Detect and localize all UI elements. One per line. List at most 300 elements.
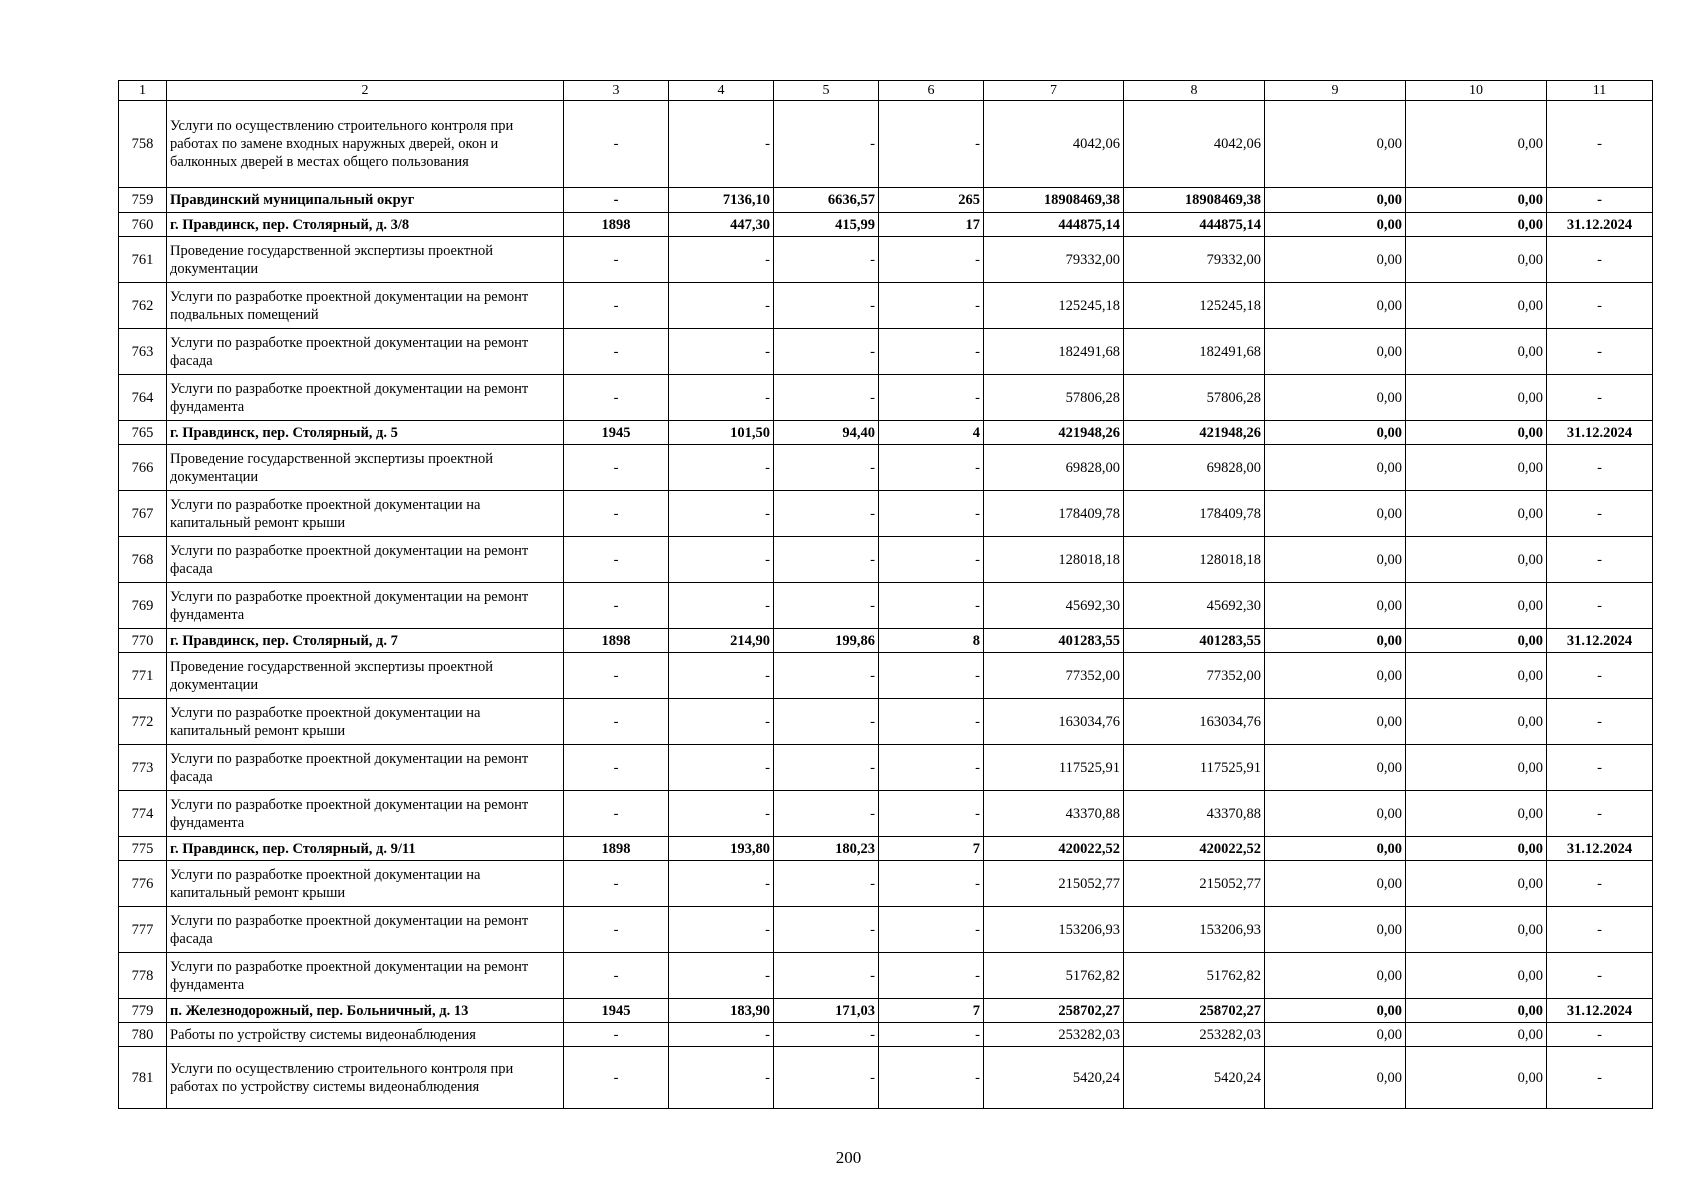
cost-budget-cell: 0,00 (1265, 213, 1406, 237)
table-row (119, 1023, 1653, 1047)
deadline-cell: - (1547, 653, 1653, 699)
column-number: 2 (167, 81, 564, 101)
area-total-cell: - (669, 329, 774, 375)
area-total-cell: - (669, 653, 774, 699)
cost-budget-cell: 0,00 (1265, 101, 1406, 188)
area-living-cell: 415,99 (774, 213, 879, 237)
area-living-cell: - (774, 861, 879, 907)
area-total-cell: - (669, 583, 774, 629)
row-number-cell: 773 (119, 745, 167, 791)
year-cell: - (564, 583, 669, 629)
register-sheet (118, 80, 1653, 1109)
year-cell: - (564, 375, 669, 421)
residents-cell: - (879, 1023, 984, 1047)
cost-total-cell: 18908469,38 (984, 188, 1124, 213)
year-cell: - (564, 329, 669, 375)
work-name-cell: Услуги по осуществлению строительного контроля при работах по замене входных наружных дверей, окон и балконных дверей в местах общего пользования (167, 101, 564, 188)
year-cell: - (564, 861, 669, 907)
row-number-cell: 769 (119, 583, 167, 629)
year-cell: - (564, 907, 669, 953)
table-row (119, 745, 1653, 791)
work-name-cell: Услуги по разработке проектной документации на ремонт фасада (167, 907, 564, 953)
area-total-cell: 7136,10 (669, 188, 774, 213)
work-name-cell: Проведение государственной экспертизы проектной документации (167, 653, 564, 699)
cost-owners-cell: 0,00 (1406, 237, 1547, 283)
column-number-row (119, 81, 1653, 101)
deadline-cell: - (1547, 375, 1653, 421)
table-row (119, 421, 1653, 445)
cost-fund-cell: 420022,52 (1124, 837, 1265, 861)
row-number-cell: 775 (119, 837, 167, 861)
column-number: 8 (1124, 81, 1265, 101)
cost-owners-cell: 0,00 (1406, 861, 1547, 907)
area-total-cell: - (669, 791, 774, 837)
cost-fund-cell: 253282,03 (1124, 1023, 1265, 1047)
cost-fund-cell: 182491,68 (1124, 329, 1265, 375)
area-total-cell: - (669, 537, 774, 583)
area-total-cell: 101,50 (669, 421, 774, 445)
cost-fund-cell: 117525,91 (1124, 745, 1265, 791)
table-body (119, 81, 1653, 1109)
cost-total-cell: 79332,00 (984, 237, 1124, 283)
cost-fund-cell: 69828,00 (1124, 445, 1265, 491)
cost-owners-cell: 0,00 (1406, 907, 1547, 953)
area-total-cell: - (669, 283, 774, 329)
area-total-cell: - (669, 953, 774, 999)
cost-total-cell: 5420,24 (984, 1047, 1124, 1109)
row-number-cell: 776 (119, 861, 167, 907)
area-living-cell: - (774, 491, 879, 537)
deadline-cell: - (1547, 861, 1653, 907)
cost-fund-cell: 43370,88 (1124, 791, 1265, 837)
table-row (119, 101, 1653, 188)
residents-cell: - (879, 653, 984, 699)
area-living-cell: 199,86 (774, 629, 879, 653)
table-row (119, 213, 1653, 237)
area-living-cell: - (774, 237, 879, 283)
cost-owners-cell: 0,00 (1406, 745, 1547, 791)
cost-total-cell: 117525,91 (984, 745, 1124, 791)
cost-owners-cell: 0,00 (1406, 421, 1547, 445)
residents-cell: - (879, 1047, 984, 1109)
work-name-cell: Услуги по разработке проектной документации на ремонт фасада (167, 537, 564, 583)
cost-budget-cell: 0,00 (1265, 953, 1406, 999)
cost-owners-cell: 0,00 (1406, 445, 1547, 491)
residents-cell: - (879, 861, 984, 907)
cost-budget-cell: 0,00 (1265, 445, 1406, 491)
table-row (119, 907, 1653, 953)
cost-total-cell: 57806,28 (984, 375, 1124, 421)
cost-budget-cell: 0,00 (1265, 491, 1406, 537)
deadline-cell: - (1547, 1047, 1653, 1109)
residents-cell: - (879, 329, 984, 375)
area-living-cell: - (774, 1023, 879, 1047)
cost-total-cell: 128018,18 (984, 537, 1124, 583)
row-number-cell: 781 (119, 1047, 167, 1109)
cost-owners-cell: 0,00 (1406, 629, 1547, 653)
work-name-cell: Проведение государственной экспертизы проектной документации (167, 237, 564, 283)
row-number-cell: 765 (119, 421, 167, 445)
area-living-cell: - (774, 101, 879, 188)
cost-budget-cell: 0,00 (1265, 375, 1406, 421)
area-living-cell: - (774, 745, 879, 791)
residents-cell: 17 (879, 213, 984, 237)
area-living-cell: - (774, 445, 879, 491)
work-name-cell: Услуги по разработке проектной документации на ремонт фасада (167, 745, 564, 791)
work-name-cell: г. Правдинск, пер. Столярный, д. 3/8 (167, 213, 564, 237)
area-total-cell: 193,80 (669, 837, 774, 861)
column-number: 1 (119, 81, 167, 101)
year-cell: - (564, 537, 669, 583)
row-number-cell: 779 (119, 999, 167, 1023)
table-row (119, 953, 1653, 999)
table-row (119, 629, 1653, 653)
deadline-cell: - (1547, 791, 1653, 837)
area-total-cell: 447,30 (669, 213, 774, 237)
area-living-cell: - (774, 283, 879, 329)
work-name-cell: Услуги по разработке проектной документации на капитальный ремонт крыши (167, 699, 564, 745)
row-number-cell: 759 (119, 188, 167, 213)
area-living-cell: - (774, 537, 879, 583)
year-cell: 1945 (564, 999, 669, 1023)
year-cell: - (564, 188, 669, 213)
area-total-cell: - (669, 861, 774, 907)
cost-budget-cell: 0,00 (1265, 583, 1406, 629)
cost-fund-cell: 5420,24 (1124, 1047, 1265, 1109)
table-row (119, 188, 1653, 213)
column-number: 5 (774, 81, 879, 101)
row-number-cell: 777 (119, 907, 167, 953)
deadline-cell: - (1547, 491, 1653, 537)
row-number-cell: 760 (119, 213, 167, 237)
row-number-cell: 766 (119, 445, 167, 491)
work-name-cell: Услуги по разработке проектной документации на ремонт подвальных помещений (167, 283, 564, 329)
table-row (119, 653, 1653, 699)
cost-fund-cell: 153206,93 (1124, 907, 1265, 953)
cost-budget-cell: 0,00 (1265, 188, 1406, 213)
area-living-cell: 94,40 (774, 421, 879, 445)
cost-budget-cell: 0,00 (1265, 699, 1406, 745)
year-cell: - (564, 653, 669, 699)
work-name-cell: п. Железнодорожный, пер. Больничный, д. 13 (167, 999, 564, 1023)
area-living-cell: - (774, 699, 879, 745)
cost-total-cell: 182491,68 (984, 329, 1124, 375)
area-total-cell: - (669, 699, 774, 745)
work-name-cell: Услуги по осуществлению строительного контроля при работах по устройству системы видеонаблюдения (167, 1047, 564, 1109)
cost-owners-cell: 0,00 (1406, 101, 1547, 188)
work-name-cell: Проведение государственной экспертизы проектной документации (167, 445, 564, 491)
deadline-cell: - (1547, 699, 1653, 745)
area-living-cell: - (774, 653, 879, 699)
cost-owners-cell: 0,00 (1406, 283, 1547, 329)
year-cell: - (564, 445, 669, 491)
table-row (119, 1047, 1653, 1109)
cost-total-cell: 178409,78 (984, 491, 1124, 537)
row-number-cell: 761 (119, 237, 167, 283)
residents-cell: - (879, 583, 984, 629)
cost-budget-cell: 0,00 (1265, 791, 1406, 837)
deadline-cell: - (1547, 188, 1653, 213)
work-name-cell: Услуги по разработке проектной документации на капитальный ремонт крыши (167, 491, 564, 537)
column-number: 3 (564, 81, 669, 101)
cost-total-cell: 163034,76 (984, 699, 1124, 745)
deadline-cell: - (1547, 745, 1653, 791)
year-cell: - (564, 745, 669, 791)
residents-cell: - (879, 537, 984, 583)
cost-total-cell: 421948,26 (984, 421, 1124, 445)
residents-cell: - (879, 283, 984, 329)
residents-cell: - (879, 745, 984, 791)
cost-owners-cell: 0,00 (1406, 188, 1547, 213)
row-number-cell: 764 (119, 375, 167, 421)
cost-budget-cell: 0,00 (1265, 999, 1406, 1023)
area-total-cell: 214,90 (669, 629, 774, 653)
residents-cell: 8 (879, 629, 984, 653)
table-row (119, 861, 1653, 907)
cost-fund-cell: 79332,00 (1124, 237, 1265, 283)
row-number-cell: 774 (119, 791, 167, 837)
year-cell: - (564, 791, 669, 837)
cost-fund-cell: 401283,55 (1124, 629, 1265, 653)
residents-cell: - (879, 375, 984, 421)
area-total-cell: - (669, 1023, 774, 1047)
cost-total-cell: 253282,03 (984, 1023, 1124, 1047)
cost-fund-cell: 45692,30 (1124, 583, 1265, 629)
cost-total-cell: 69828,00 (984, 445, 1124, 491)
cost-budget-cell: 0,00 (1265, 421, 1406, 445)
year-cell: 1945 (564, 421, 669, 445)
area-total-cell: 183,90 (669, 999, 774, 1023)
work-name-cell: Правдинский муниципальный округ (167, 188, 564, 213)
area-total-cell: - (669, 101, 774, 188)
table-row (119, 537, 1653, 583)
area-living-cell: 180,23 (774, 837, 879, 861)
deadline-cell: - (1547, 1023, 1653, 1047)
cost-budget-cell: 0,00 (1265, 745, 1406, 791)
cost-owners-cell: 0,00 (1406, 537, 1547, 583)
year-cell: 1898 (564, 629, 669, 653)
work-name-cell: Услуги по разработке проектной документации на ремонт фундамента (167, 791, 564, 837)
table-row (119, 583, 1653, 629)
table-row (119, 445, 1653, 491)
residents-cell: 265 (879, 188, 984, 213)
year-cell: - (564, 237, 669, 283)
cost-total-cell: 444875,14 (984, 213, 1124, 237)
row-number-cell: 762 (119, 283, 167, 329)
area-living-cell: - (774, 953, 879, 999)
row-number-cell: 763 (119, 329, 167, 375)
cost-fund-cell: 178409,78 (1124, 491, 1265, 537)
area-total-cell: - (669, 907, 774, 953)
area-total-cell: - (669, 745, 774, 791)
work-name-cell: Услуги по разработке проектной документации на ремонт фундамента (167, 583, 564, 629)
column-number: 11 (1547, 81, 1653, 101)
residents-cell: 7 (879, 837, 984, 861)
residents-cell: - (879, 101, 984, 188)
cost-total-cell: 4042,06 (984, 101, 1124, 188)
year-cell: - (564, 283, 669, 329)
deadline-cell: - (1547, 101, 1653, 188)
year-cell: - (564, 953, 669, 999)
area-living-cell: - (774, 1047, 879, 1109)
cost-fund-cell: 258702,27 (1124, 999, 1265, 1023)
column-number: 9 (1265, 81, 1406, 101)
cost-owners-cell: 0,00 (1406, 329, 1547, 375)
table-row (119, 375, 1653, 421)
cost-owners-cell: 0,00 (1406, 699, 1547, 745)
area-living-cell: - (774, 583, 879, 629)
deadline-cell: - (1547, 445, 1653, 491)
work-name-cell: г. Правдинск, пер. Столярный, д. 5 (167, 421, 564, 445)
cost-owners-cell: 0,00 (1406, 791, 1547, 837)
year-cell: 1898 (564, 837, 669, 861)
column-number: 6 (879, 81, 984, 101)
cost-fund-cell: 421948,26 (1124, 421, 1265, 445)
residents-cell: - (879, 445, 984, 491)
row-number-cell: 780 (119, 1023, 167, 1047)
area-total-cell: - (669, 375, 774, 421)
cost-owners-cell: 0,00 (1406, 653, 1547, 699)
cost-fund-cell: 444875,14 (1124, 213, 1265, 237)
cost-budget-cell: 0,00 (1265, 1047, 1406, 1109)
row-number-cell: 771 (119, 653, 167, 699)
work-name-cell: Услуги по разработке проектной документации на ремонт фундамента (167, 375, 564, 421)
residents-cell: - (879, 907, 984, 953)
table-row (119, 237, 1653, 283)
deadline-cell: - (1547, 537, 1653, 583)
area-living-cell: - (774, 791, 879, 837)
cost-owners-cell: 0,00 (1406, 1023, 1547, 1047)
cost-owners-cell: 0,00 (1406, 999, 1547, 1023)
area-total-cell: - (669, 445, 774, 491)
cost-budget-cell: 0,00 (1265, 629, 1406, 653)
cost-owners-cell: 0,00 (1406, 1047, 1547, 1109)
cost-owners-cell: 0,00 (1406, 213, 1547, 237)
area-living-cell: - (774, 907, 879, 953)
area-living-cell: - (774, 375, 879, 421)
deadline-cell: 31.12.2024 (1547, 837, 1653, 861)
cost-fund-cell: 51762,82 (1124, 953, 1265, 999)
cost-total-cell: 125245,18 (984, 283, 1124, 329)
table-row (119, 699, 1653, 745)
work-name-cell: Услуги по разработке проектной документации на ремонт фасада (167, 329, 564, 375)
area-living-cell: 6636,57 (774, 188, 879, 213)
cost-total-cell: 45692,30 (984, 583, 1124, 629)
deadline-cell: - (1547, 237, 1653, 283)
register-table (118, 80, 1653, 1109)
cost-total-cell: 77352,00 (984, 653, 1124, 699)
deadline-cell: 31.12.2024 (1547, 421, 1653, 445)
year-cell: 1898 (564, 213, 669, 237)
cost-fund-cell: 4042,06 (1124, 101, 1265, 188)
area-total-cell: - (669, 1047, 774, 1109)
deadline-cell: - (1547, 953, 1653, 999)
cost-budget-cell: 0,00 (1265, 653, 1406, 699)
cost-total-cell: 153206,93 (984, 907, 1124, 953)
cost-budget-cell: 0,00 (1265, 861, 1406, 907)
table-row (119, 329, 1653, 375)
table-row (119, 491, 1653, 537)
cost-total-cell: 420022,52 (984, 837, 1124, 861)
cost-budget-cell: 0,00 (1265, 537, 1406, 583)
residents-cell: - (879, 953, 984, 999)
residents-cell: - (879, 791, 984, 837)
row-number-cell: 772 (119, 699, 167, 745)
work-name-cell: Услуги по разработке проектной документации на ремонт фундамента (167, 953, 564, 999)
cost-owners-cell: 0,00 (1406, 491, 1547, 537)
cost-budget-cell: 0,00 (1265, 237, 1406, 283)
year-cell: - (564, 101, 669, 188)
year-cell: - (564, 1023, 669, 1047)
cost-fund-cell: 215052,77 (1124, 861, 1265, 907)
cost-fund-cell: 77352,00 (1124, 653, 1265, 699)
cost-fund-cell: 125245,18 (1124, 283, 1265, 329)
row-number-cell: 758 (119, 101, 167, 188)
row-number-cell: 778 (119, 953, 167, 999)
row-number-cell: 768 (119, 537, 167, 583)
column-number: 4 (669, 81, 774, 101)
row-number-cell: 770 (119, 629, 167, 653)
residents-cell: - (879, 237, 984, 283)
deadline-cell: - (1547, 283, 1653, 329)
residents-cell: 7 (879, 999, 984, 1023)
cost-fund-cell: 128018,18 (1124, 537, 1265, 583)
cost-owners-cell: 0,00 (1406, 837, 1547, 861)
residents-cell: - (879, 699, 984, 745)
cost-owners-cell: 0,00 (1406, 953, 1547, 999)
deadline-cell: - (1547, 907, 1653, 953)
deadline-cell: 31.12.2024 (1547, 629, 1653, 653)
deadline-cell: 31.12.2024 (1547, 213, 1653, 237)
page-number: 200 (835, 1148, 862, 1167)
table-row (119, 283, 1653, 329)
deadline-cell: - (1547, 583, 1653, 629)
cost-budget-cell: 0,00 (1265, 1023, 1406, 1047)
cost-fund-cell: 18908469,38 (1124, 188, 1265, 213)
column-number: 7 (984, 81, 1124, 101)
table-row (119, 791, 1653, 837)
cost-total-cell: 215052,77 (984, 861, 1124, 907)
cost-budget-cell: 0,00 (1265, 837, 1406, 861)
cost-total-cell: 43370,88 (984, 791, 1124, 837)
residents-cell: 4 (879, 421, 984, 445)
work-name-cell: г. Правдинск, пер. Столярный, д. 7 (167, 629, 564, 653)
cost-owners-cell: 0,00 (1406, 583, 1547, 629)
area-total-cell: - (669, 491, 774, 537)
deadline-cell: 31.12.2024 (1547, 999, 1653, 1023)
area-total-cell: - (669, 237, 774, 283)
cost-budget-cell: 0,00 (1265, 283, 1406, 329)
work-name-cell: Работы по устройству системы видеонаблюдения (167, 1023, 564, 1047)
cost-budget-cell: 0,00 (1265, 907, 1406, 953)
year-cell: - (564, 699, 669, 745)
year-cell: - (564, 1047, 669, 1109)
year-cell: - (564, 491, 669, 537)
column-number: 10 (1406, 81, 1547, 101)
cost-fund-cell: 163034,76 (1124, 699, 1265, 745)
work-name-cell: Услуги по разработке проектной документации на капитальный ремонт крыши (167, 861, 564, 907)
cost-budget-cell: 0,00 (1265, 329, 1406, 375)
work-name-cell: г. Правдинск, пер. Столярный, д. 9/11 (167, 837, 564, 861)
area-living-cell: 171,03 (774, 999, 879, 1023)
row-number-cell: 767 (119, 491, 167, 537)
deadline-cell: - (1547, 329, 1653, 375)
table-row (119, 999, 1653, 1023)
cost-owners-cell: 0,00 (1406, 375, 1547, 421)
cost-fund-cell: 57806,28 (1124, 375, 1265, 421)
cost-total-cell: 51762,82 (984, 953, 1124, 999)
cost-total-cell: 401283,55 (984, 629, 1124, 653)
